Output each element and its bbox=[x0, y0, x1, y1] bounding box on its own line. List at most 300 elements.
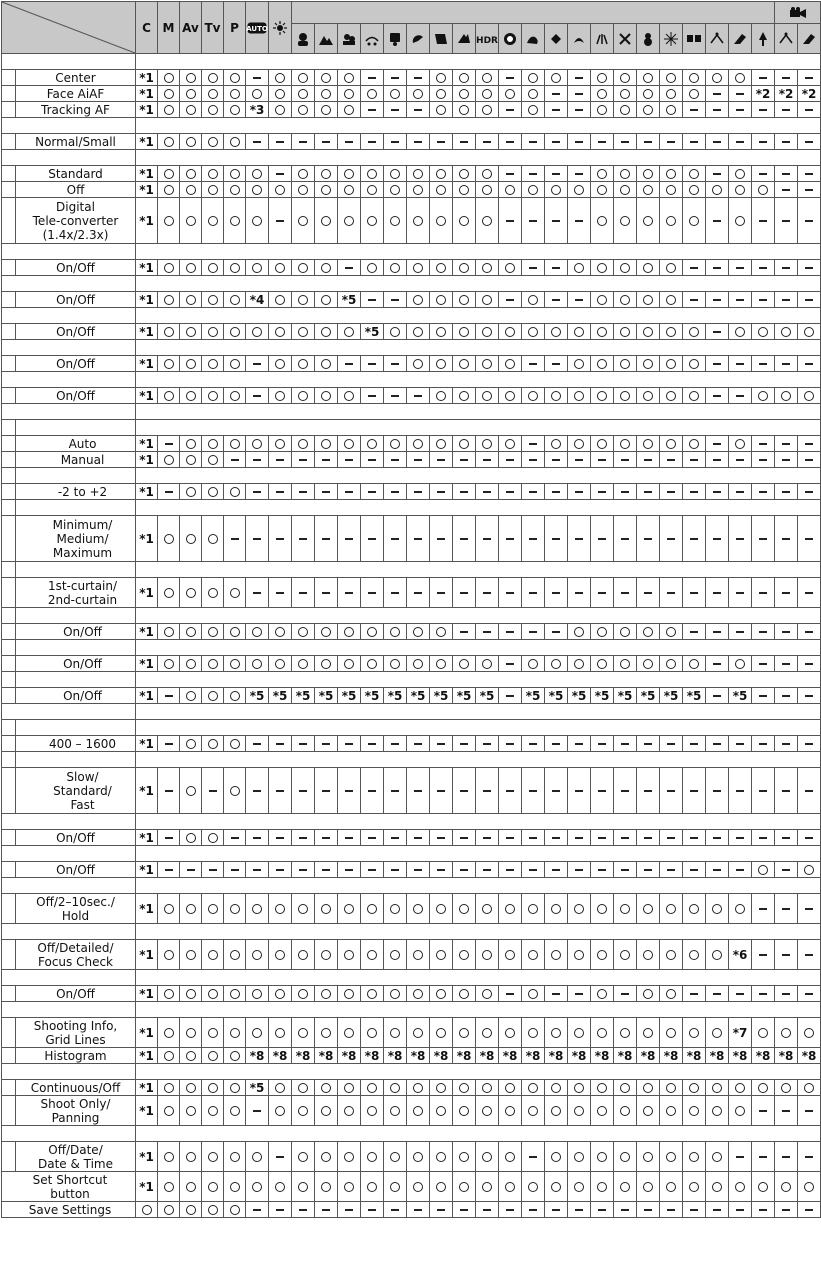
unavailable-dash bbox=[414, 743, 422, 744]
kids-icon bbox=[338, 24, 361, 54]
cell-15 bbox=[476, 452, 499, 468]
cell-1 bbox=[158, 656, 180, 672]
available-circle bbox=[186, 487, 196, 497]
available-circle bbox=[186, 904, 196, 914]
available-circle bbox=[574, 1028, 584, 1038]
available-circle bbox=[208, 1028, 218, 1038]
indent bbox=[2, 578, 16, 608]
indent bbox=[2, 768, 16, 814]
unavailable-dash bbox=[598, 790, 606, 791]
cell-23: *8 bbox=[660, 1048, 683, 1064]
available-circle bbox=[367, 989, 377, 999]
available-circle bbox=[186, 627, 196, 637]
available-circle bbox=[597, 1152, 607, 1162]
cell-6 bbox=[269, 940, 292, 970]
available-circle bbox=[505, 263, 515, 273]
available-circle bbox=[666, 216, 676, 226]
available-circle bbox=[230, 263, 240, 273]
cell-8 bbox=[315, 986, 338, 1002]
indent bbox=[2, 484, 16, 500]
cell-5 bbox=[246, 86, 269, 102]
cell-8 bbox=[315, 182, 338, 198]
unavailable-dash bbox=[782, 173, 790, 174]
cell-15 bbox=[476, 484, 499, 500]
unavailable-dash bbox=[368, 459, 376, 460]
cell-5 bbox=[246, 578, 269, 608]
available-circle bbox=[344, 1028, 354, 1038]
unavailable-dash bbox=[368, 1209, 376, 1210]
cell-13 bbox=[430, 768, 453, 814]
cell-4 bbox=[224, 894, 246, 924]
available-circle bbox=[186, 1205, 196, 1215]
available-circle bbox=[186, 950, 196, 960]
subsection-spacer bbox=[136, 752, 821, 768]
cell-10: *5 bbox=[361, 324, 384, 340]
unavailable-dash bbox=[782, 869, 790, 870]
cell-25 bbox=[706, 688, 729, 704]
movie-icon-2 bbox=[775, 24, 798, 54]
available-circle bbox=[367, 216, 377, 226]
available-circle bbox=[230, 105, 240, 115]
cell-11 bbox=[384, 292, 407, 308]
available-circle bbox=[367, 1106, 377, 1116]
available-circle bbox=[597, 989, 607, 999]
cell-2 bbox=[180, 862, 202, 878]
function-option: Face AiAF bbox=[16, 86, 136, 102]
function-option: -2 to +2 bbox=[16, 484, 136, 500]
cell-13 bbox=[430, 940, 453, 970]
cell-24 bbox=[683, 324, 706, 340]
cell-26: *6 bbox=[729, 940, 752, 970]
indent bbox=[2, 1080, 16, 1096]
cell-23 bbox=[660, 198, 683, 244]
available-circle bbox=[505, 359, 515, 369]
cell-25 bbox=[706, 830, 729, 846]
cell-23 bbox=[660, 1080, 683, 1096]
subsection-title bbox=[16, 640, 136, 656]
available-circle bbox=[597, 185, 607, 195]
available-circle bbox=[620, 627, 630, 637]
portrait-icon bbox=[292, 24, 315, 54]
available-circle bbox=[208, 950, 218, 960]
cell-13 bbox=[430, 86, 453, 102]
unavailable-dash bbox=[299, 459, 307, 460]
cell-28 bbox=[775, 986, 798, 1002]
unavailable-dash bbox=[529, 743, 537, 744]
indent bbox=[2, 198, 16, 244]
section-title bbox=[2, 814, 136, 830]
cell-16 bbox=[499, 70, 522, 86]
unavailable-dash bbox=[231, 459, 239, 460]
cell-21 bbox=[614, 1142, 637, 1172]
cell-8 bbox=[315, 70, 338, 86]
available-circle bbox=[275, 73, 285, 83]
unavailable-dash bbox=[690, 631, 698, 632]
unavailable-dash bbox=[483, 538, 491, 539]
unavailable-dash bbox=[368, 592, 376, 593]
available-circle bbox=[505, 1028, 515, 1038]
unavailable-dash bbox=[713, 538, 721, 539]
unavailable-dash bbox=[368, 837, 376, 838]
function-option: On/Off bbox=[16, 260, 136, 276]
available-circle bbox=[643, 295, 653, 305]
available-circle bbox=[275, 327, 285, 337]
available-circle bbox=[666, 169, 676, 179]
available-circle bbox=[230, 588, 240, 598]
mode-tv: Tv bbox=[202, 2, 224, 54]
cell-6 bbox=[269, 166, 292, 182]
cell-5: *5 bbox=[246, 1080, 269, 1096]
cell-3 bbox=[202, 452, 224, 468]
indent bbox=[2, 102, 16, 118]
available-circle bbox=[413, 295, 423, 305]
available-circle bbox=[643, 185, 653, 195]
available-circle bbox=[804, 327, 814, 337]
unavailable-dash bbox=[805, 363, 813, 364]
available-circle bbox=[186, 1028, 196, 1038]
available-circle bbox=[620, 904, 630, 914]
cell-24 bbox=[683, 1096, 706, 1126]
available-circle bbox=[436, 904, 446, 914]
cell-28 bbox=[775, 324, 798, 340]
cell-15 bbox=[476, 324, 499, 340]
available-circle bbox=[164, 137, 174, 147]
unavailable-dash bbox=[529, 491, 537, 492]
unavailable-dash bbox=[437, 141, 445, 142]
cell-16 bbox=[499, 578, 522, 608]
available-circle bbox=[436, 327, 446, 337]
unavailable-dash bbox=[690, 1209, 698, 1210]
cell-9 bbox=[338, 484, 361, 500]
subsection-title bbox=[16, 672, 136, 688]
available-circle bbox=[230, 73, 240, 83]
cell-25 bbox=[706, 260, 729, 276]
cell-1 bbox=[158, 1142, 180, 1172]
cell-12 bbox=[407, 1142, 430, 1172]
cell-12 bbox=[407, 292, 430, 308]
function-option: On/Off bbox=[16, 656, 136, 672]
cell-25 bbox=[706, 134, 729, 150]
cell-24 bbox=[683, 940, 706, 970]
cell-21 bbox=[614, 134, 637, 150]
cell-4 bbox=[224, 134, 246, 150]
available-circle bbox=[666, 1083, 676, 1093]
available-circle bbox=[459, 216, 469, 226]
unavailable-dash bbox=[713, 363, 721, 364]
available-circle bbox=[208, 588, 218, 598]
cell-28 bbox=[775, 578, 798, 608]
cell-21 bbox=[614, 260, 637, 276]
subsection-title bbox=[16, 720, 136, 736]
cell-16 bbox=[499, 436, 522, 452]
cell-20 bbox=[591, 736, 614, 752]
cell-17 bbox=[522, 436, 545, 452]
cell-25 bbox=[706, 578, 729, 608]
available-circle bbox=[436, 263, 446, 273]
unavailable-dash bbox=[552, 592, 560, 593]
cell-24: *8 bbox=[683, 1048, 706, 1064]
cell-27: *2 bbox=[752, 86, 775, 102]
section-title bbox=[2, 1126, 136, 1142]
unavailable-dash bbox=[805, 459, 813, 460]
available-circle bbox=[689, 185, 699, 195]
cell-12 bbox=[407, 894, 430, 924]
available-circle bbox=[643, 327, 653, 337]
cell-5 bbox=[246, 452, 269, 468]
subsection-title bbox=[16, 420, 136, 436]
indent bbox=[2, 656, 16, 672]
function-option: Manual bbox=[16, 452, 136, 468]
cell-23 bbox=[660, 102, 683, 118]
available-circle bbox=[482, 659, 492, 669]
cell-7 bbox=[292, 736, 315, 752]
cell-26 bbox=[729, 768, 752, 814]
unavailable-dash bbox=[575, 993, 583, 994]
unavailable-dash bbox=[644, 837, 652, 838]
cell-0: *1 bbox=[136, 830, 158, 846]
available-circle bbox=[574, 1152, 584, 1162]
unavailable-dash bbox=[782, 538, 790, 539]
cell-23 bbox=[660, 940, 683, 970]
indent bbox=[2, 420, 16, 436]
option-line: Shooting Info, bbox=[33, 1018, 118, 1033]
cell-19 bbox=[568, 1202, 591, 1218]
cell-13 bbox=[430, 198, 453, 244]
available-circle bbox=[643, 1152, 653, 1162]
unavailable-dash bbox=[736, 459, 744, 460]
unavailable-dash bbox=[165, 790, 173, 791]
cell-7 bbox=[292, 134, 315, 150]
cell-27 bbox=[752, 1096, 775, 1126]
available-circle bbox=[528, 89, 538, 99]
cell-12 bbox=[407, 198, 430, 244]
option-line: button bbox=[50, 1186, 90, 1201]
unavailable-dash bbox=[782, 299, 790, 300]
unavailable-dash bbox=[276, 459, 284, 460]
cell-18 bbox=[545, 986, 568, 1002]
available-circle bbox=[252, 1152, 262, 1162]
cell-24 bbox=[683, 656, 706, 672]
section-title bbox=[2, 308, 136, 324]
available-circle bbox=[186, 1083, 196, 1093]
cell-18: *8 bbox=[545, 1048, 568, 1064]
cell-15 bbox=[476, 830, 499, 846]
cell-18 bbox=[545, 292, 568, 308]
unavailable-dash bbox=[437, 491, 445, 492]
cell-4 bbox=[224, 1048, 246, 1064]
cell-1 bbox=[158, 260, 180, 276]
available-circle bbox=[321, 439, 331, 449]
section-title bbox=[2, 1002, 136, 1018]
section-spacer bbox=[136, 846, 821, 862]
cell-13 bbox=[430, 166, 453, 182]
cell-5 bbox=[246, 516, 269, 562]
cell-9 bbox=[338, 862, 361, 878]
available-circle bbox=[666, 73, 676, 83]
unavailable-dash bbox=[165, 837, 173, 838]
unavailable-dash bbox=[506, 631, 514, 632]
cell-25 bbox=[706, 166, 729, 182]
available-circle bbox=[252, 185, 262, 195]
unavailable-dash bbox=[782, 695, 790, 696]
unavailable-dash bbox=[713, 663, 721, 664]
available-circle bbox=[735, 327, 745, 337]
cell-14 bbox=[453, 940, 476, 970]
cell-11: *8 bbox=[384, 1048, 407, 1064]
unavailable-dash bbox=[667, 538, 675, 539]
available-circle bbox=[230, 989, 240, 999]
unavailable-dash bbox=[368, 77, 376, 78]
cell-19 bbox=[568, 292, 591, 308]
cell-0: *1 bbox=[136, 198, 158, 244]
indent bbox=[2, 830, 16, 846]
cell-11 bbox=[384, 656, 407, 672]
unavailable-dash bbox=[253, 790, 261, 791]
cell-21 bbox=[614, 484, 637, 500]
available-circle bbox=[666, 1028, 676, 1038]
available-circle bbox=[620, 1028, 630, 1038]
indent bbox=[2, 70, 16, 86]
cell-4 bbox=[224, 452, 246, 468]
cell-18 bbox=[545, 198, 568, 244]
available-circle bbox=[367, 439, 377, 449]
cell-28 bbox=[775, 656, 798, 672]
available-circle bbox=[252, 216, 262, 226]
available-circle bbox=[298, 1106, 308, 1116]
cell-19 bbox=[568, 1018, 591, 1048]
unavailable-dash bbox=[690, 743, 698, 744]
foliage-icon bbox=[568, 24, 591, 54]
unavailable-dash bbox=[575, 299, 583, 300]
cell-12 bbox=[407, 940, 430, 970]
available-circle bbox=[321, 185, 331, 195]
available-circle bbox=[164, 534, 174, 544]
available-circle bbox=[643, 216, 653, 226]
unavailable-dash bbox=[759, 663, 767, 664]
cell-22 bbox=[637, 86, 660, 102]
cell-16: *8 bbox=[499, 1048, 522, 1064]
cell-18 bbox=[545, 1202, 568, 1218]
cell-14 bbox=[453, 166, 476, 182]
cell-4 bbox=[224, 484, 246, 500]
cell-24 bbox=[683, 436, 706, 452]
available-circle bbox=[551, 1182, 561, 1192]
available-circle bbox=[804, 1083, 814, 1093]
cell-25 bbox=[706, 484, 729, 500]
cell-1 bbox=[158, 452, 180, 468]
unavailable-dash bbox=[483, 790, 491, 791]
available-circle bbox=[252, 659, 262, 669]
cell-3 bbox=[202, 830, 224, 846]
available-circle bbox=[186, 359, 196, 369]
cell-20 bbox=[591, 768, 614, 814]
cell-21 bbox=[614, 624, 637, 640]
cell-11 bbox=[384, 768, 407, 814]
available-circle bbox=[252, 439, 262, 449]
unavailable-dash bbox=[805, 837, 813, 838]
cell-4 bbox=[224, 736, 246, 752]
available-circle bbox=[712, 1083, 722, 1093]
available-circle bbox=[666, 989, 676, 999]
indent bbox=[2, 752, 16, 768]
cell-8 bbox=[315, 166, 338, 182]
unavailable-dash bbox=[165, 491, 173, 492]
cell-25 bbox=[706, 624, 729, 640]
available-circle bbox=[597, 391, 607, 401]
cell-29 bbox=[798, 1080, 821, 1096]
cell-3 bbox=[202, 1080, 224, 1096]
cell-24 bbox=[683, 166, 706, 182]
available-circle bbox=[758, 1083, 768, 1093]
available-circle bbox=[482, 1106, 492, 1116]
face-timer-icon bbox=[407, 24, 430, 54]
unavailable-dash bbox=[598, 837, 606, 838]
unavailable-dash bbox=[690, 459, 698, 460]
cell-12 bbox=[407, 516, 430, 562]
available-circle bbox=[620, 216, 630, 226]
available-circle bbox=[482, 73, 492, 83]
unavailable-dash bbox=[506, 220, 514, 221]
function-option bbox=[16, 1142, 136, 1172]
section-title bbox=[2, 404, 136, 420]
unavailable-dash bbox=[736, 538, 744, 539]
cell-4 bbox=[224, 1142, 246, 1172]
available-circle bbox=[436, 989, 446, 999]
available-circle bbox=[164, 1051, 174, 1061]
available-circle bbox=[735, 73, 745, 83]
unavailable-dash bbox=[782, 443, 790, 444]
cell-20 bbox=[591, 452, 614, 468]
cell-26: *5 bbox=[729, 688, 752, 704]
unavailable-dash bbox=[644, 1209, 652, 1210]
unavailable-dash bbox=[598, 538, 606, 539]
cell-19 bbox=[568, 70, 591, 86]
cell-4 bbox=[224, 1080, 246, 1096]
unavailable-dash bbox=[165, 443, 173, 444]
cell-16 bbox=[499, 830, 522, 846]
cell-25 bbox=[706, 736, 729, 752]
available-circle bbox=[666, 1152, 676, 1162]
cell-16 bbox=[499, 86, 522, 102]
nostalgic-icon bbox=[499, 24, 522, 54]
cell-0: *1 bbox=[136, 516, 158, 562]
unavailable-dash bbox=[391, 592, 399, 593]
available-circle bbox=[186, 455, 196, 465]
cell-25: *8 bbox=[706, 1048, 729, 1064]
available-circle bbox=[505, 1083, 515, 1093]
cell-28 bbox=[775, 134, 798, 150]
function-option: Center bbox=[16, 70, 136, 86]
unavailable-dash bbox=[575, 538, 583, 539]
cell-10 bbox=[361, 1202, 384, 1218]
cell-23 bbox=[660, 356, 683, 372]
cell-15: *5 bbox=[476, 688, 499, 704]
cell-17 bbox=[522, 1018, 545, 1048]
available-circle bbox=[321, 391, 331, 401]
unavailable-dash bbox=[299, 743, 307, 744]
wink-timer-icon bbox=[384, 24, 407, 54]
cell-19 bbox=[568, 166, 591, 182]
cell-20 bbox=[591, 1172, 614, 1202]
available-circle bbox=[298, 1152, 308, 1162]
available-circle bbox=[298, 904, 308, 914]
cell-8 bbox=[315, 1096, 338, 1126]
unavailable-dash bbox=[713, 93, 721, 94]
cell-3 bbox=[202, 656, 224, 672]
available-circle bbox=[298, 359, 308, 369]
available-circle bbox=[275, 1028, 285, 1038]
cell-27 bbox=[752, 516, 775, 562]
